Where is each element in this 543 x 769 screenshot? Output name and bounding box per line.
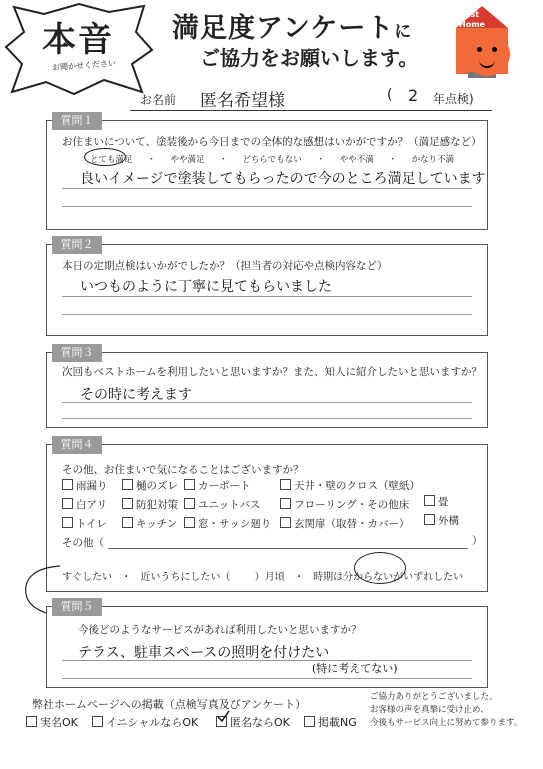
choice-neutral[interactable]: どちらでもない [242, 155, 302, 165]
satisfaction-choices [90, 153, 454, 165]
checkbox-gutter[interactable]: 樋のズレ [122, 478, 178, 493]
question-3-answer: その時に考えます [80, 387, 192, 403]
option-anonymous[interactable]: 匿名ならOK [216, 714, 290, 730]
checkbox-toilet[interactable]: トイレ [62, 516, 107, 531]
option-initials[interactable]: イニシャルならOK [92, 714, 198, 730]
selected-timing-circle [354, 552, 406, 584]
checkbox-wallpaper[interactable]: 天井・壁のクロス（壁紙） [280, 478, 420, 493]
check-mark-icon [216, 710, 230, 724]
logo-text: Best Home [459, 10, 485, 29]
question-3-text: 次回もベストホームを利用したいと思いますか？また、知人に紹介したいと思いますか？ [62, 366, 482, 378]
question-4-tag: 質問４ [52, 436, 102, 454]
option-real-name[interactable]: 実名OK [26, 714, 78, 730]
timing-someday[interactable]: 時期は分からないがいずれしたい [313, 572, 464, 583]
checkbox-unit-bath[interactable]: ユニットバス [184, 497, 260, 512]
page-title [172, 6, 412, 45]
choice-separator: ・ [316, 155, 326, 165]
choice-somewhat-dissatisfied[interactable]: やや不満 [339, 155, 374, 165]
timing-separator: ・ [121, 572, 132, 583]
name-value: 匿名希望様 [200, 91, 285, 111]
timing-separator: ・ [293, 572, 304, 583]
other-input-line[interactable] [108, 548, 468, 549]
thanks-line-2: お客様の声を真摯に受け止め、 [370, 705, 489, 715]
choice-very-dissatisfied[interactable]: かなり不満 [411, 155, 455, 165]
page-subtitle: ご協力をお願いします。 [200, 46, 419, 70]
answer-line [62, 678, 472, 679]
publication-heading: 弊社ホームページへの掲載（点検写真及びアンケート） [32, 698, 307, 711]
question-5-text: 今後どのようなサービスがあれば利用したいと思いますか？ [78, 624, 362, 636]
choice-very-satisfied[interactable]: とても満足 [90, 155, 133, 165]
eye-icon [477, 47, 482, 52]
answer-line [62, 418, 472, 419]
answer-line [62, 206, 472, 207]
question-5-answer: テラス、駐車スペースの照明を付けたい [78, 645, 330, 661]
checkbox-tatami[interactable]: 畳 [424, 494, 449, 509]
mascot-face-icon [464, 32, 510, 76]
selected-choice-circle [84, 148, 126, 166]
timing-asap[interactable]: すぐしたい [62, 572, 112, 583]
other-label: その他（ [62, 537, 104, 549]
answer-line [62, 296, 472, 297]
answer-line [62, 314, 472, 315]
name-label: お名前 [140, 93, 177, 107]
question-1-text: お住まいについて、塗装後から今日までの全体的な感想はいかがですか？（満足感など） [62, 136, 482, 148]
question-2-answer: いつものように丁寧に見てもらいました [80, 279, 332, 295]
question-1-tag: 質問１ [52, 112, 102, 130]
name-underline [130, 110, 492, 111]
year-open-paren: ( [387, 87, 393, 103]
question-2-tag: 質問２ [52, 236, 102, 254]
checkbox-leak[interactable]: 雨漏り [62, 478, 108, 493]
question-4-text: その他、お住まいで気になることはございますか？ [62, 464, 304, 476]
checkbox-termites[interactable]: 白アリ [62, 497, 107, 512]
checkbox-kitchen[interactable]: キッチン [122, 516, 177, 531]
checkbox-exterior[interactable]: 外構 [424, 513, 459, 528]
mouth-icon [479, 59, 495, 68]
question-1-answer: 良いイメージで塗装してもらったので今のところ満足しています [80, 171, 486, 187]
inspection-year-label: 年点検) [433, 92, 474, 106]
answer-line [62, 188, 472, 189]
thanks-line-3: 今後もサービス向上に努めて参ります。 [370, 718, 523, 728]
timing-month: ）月頃 [254, 572, 285, 583]
title-ni: に [394, 22, 413, 42]
checkbox-flooring[interactable]: フローリング・その他床 [280, 497, 409, 512]
choice-separator: ・ [219, 155, 228, 165]
answer-line [62, 402, 472, 403]
best-home-logo [454, 4, 520, 80]
thanks-line-1: ご協力ありがとうございました。 [370, 692, 498, 702]
choice-somewhat-satisfied[interactable]: やや満足 [170, 155, 205, 165]
option-no-publish[interactable]: 掲載NG [304, 714, 357, 730]
choice-separator: ・ [388, 155, 397, 165]
other-close-paren: ） [472, 535, 483, 547]
checkbox-windows[interactable]: 窓・サッシ廻り [184, 516, 271, 531]
title-main: 満足度アンケート [172, 13, 395, 44]
checkbox-entrance-door[interactable]: 玄関扉（取替・カバー） [280, 516, 410, 531]
badge-title: 本音 [42, 20, 114, 60]
answer-line [62, 660, 472, 661]
question-5-note: (特に考えてない) [312, 662, 398, 675]
eye-icon [492, 47, 497, 52]
question-3-tag: 質問３ [52, 344, 102, 362]
checkbox-security[interactable]: 防犯対策 [122, 497, 178, 512]
question-2-text: 本日の定期点検はいかがでしたか？（担当者の対応や点検内容など） [62, 260, 388, 272]
checkbox-carport[interactable]: カーポート [184, 478, 251, 493]
inspection-year-value: 2 [408, 86, 419, 105]
choice-separator: ・ [147, 155, 156, 165]
badge-subtitle: お聞かせください [51, 58, 117, 73]
timing-soon[interactable]: 近いうちにしたい（ [140, 572, 231, 583]
question-5-tag: 質問５ [52, 598, 102, 616]
